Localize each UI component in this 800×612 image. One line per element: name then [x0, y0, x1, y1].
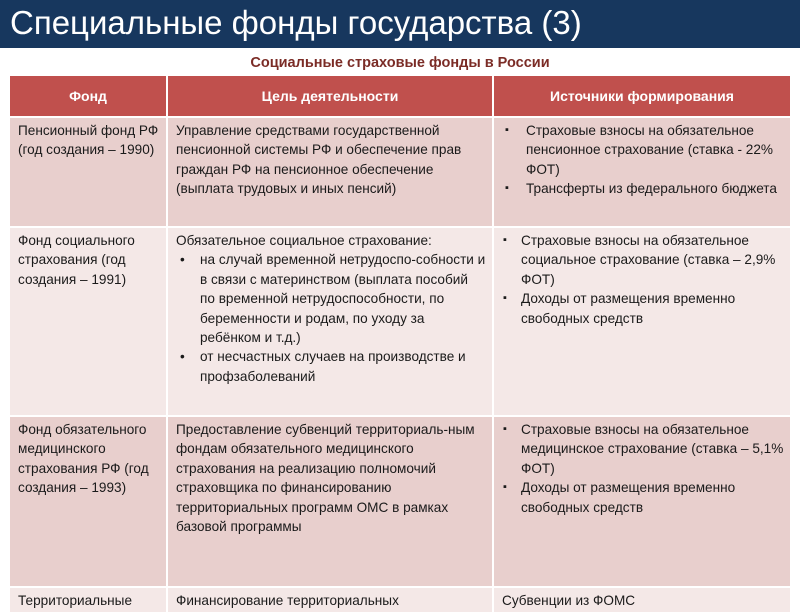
- source-item: ▪ Доходы от размещения временно свободных средств: [502, 289, 784, 328]
- sources-list: [502, 420, 784, 517]
- fund-cell: Территориальные: [10, 587, 167, 612]
- table-row: [10, 227, 790, 416]
- goal-cell: Управление средствами государственной пенсионной системы РФ и обеспечение прав граждан РФ на пенсионное обеспечение (выплата трудовых и иных пенсий): [167, 117, 493, 227]
- header-goal: Цель деятельности: [167, 76, 493, 117]
- slide-subtitle: Социальные страховые фонды в России: [250, 55, 550, 71]
- source-item: ▪ Страховые взносы на обязательное социальное страхование (ставка – 2,9% ФОТ): [502, 231, 784, 289]
- source-item: ▪ Доходы от размещения временно свободных средств: [502, 478, 784, 517]
- fund-cell: Фонд социального страхования (год создания – 1991): [10, 227, 167, 416]
- source-item: ▪ Страховые взносы на обязательное пенсионное страхование (ставка - 22% ФОТ): [502, 121, 784, 179]
- source-item: ▪ Страховые взносы на обязательное медицинское страхование (ставка – 5,1% ФОТ): [502, 420, 784, 478]
- table-row: [10, 587, 790, 612]
- fund-cell: Фонд обязательного медицинского страхования РФ (год создания – 1993): [10, 416, 167, 587]
- table-row: [10, 117, 790, 227]
- sources-cell: [493, 117, 790, 227]
- goal-intro: Обязательное социальное страхование:: [176, 233, 432, 248]
- sources-cell: [493, 416, 790, 587]
- table-header-row: [10, 76, 790, 117]
- sources-cell: Субвенции из ФОМС: [493, 587, 790, 612]
- sources-cell: [493, 227, 790, 416]
- slide-title: Специальные фонды государства (3): [10, 4, 582, 41]
- goal-cell: [167, 227, 493, 416]
- sources-list: [502, 231, 784, 328]
- goal-cell: Финансирование территориальных: [167, 587, 493, 612]
- sources-list: [502, 121, 784, 199]
- goal-list: [176, 250, 486, 386]
- header-sources: Источники формирования: [493, 76, 790, 117]
- source-item: ▪ Трансферты из федерального бюджета: [502, 179, 784, 198]
- funds-table: [10, 76, 790, 612]
- funds-table-container: [10, 76, 790, 608]
- header-fund: Фонд: [10, 76, 167, 117]
- goal-cell: Предоставление субвенций территориаль-ным фондам обязательного медицинского страхования на реализацию полномочий страховщика по финансированию территориальных программ ОМС в рамках базовой программы: [167, 416, 493, 587]
- table-row: [10, 416, 790, 587]
- goal-item: • на случай временной нетрудоспо-собности и в связи с материнством (выплата пособий по временной нетрудоспособности, по беременности и родам, по уходу за ребёнком и т.д.): [176, 250, 486, 347]
- slide-title-bar: [0, 0, 800, 48]
- goal-item: • от несчастных случаев на производстве и профзаболеваний: [176, 347, 486, 386]
- fund-cell: Пенсионный фонд РФ (год создания – 1990): [10, 117, 167, 227]
